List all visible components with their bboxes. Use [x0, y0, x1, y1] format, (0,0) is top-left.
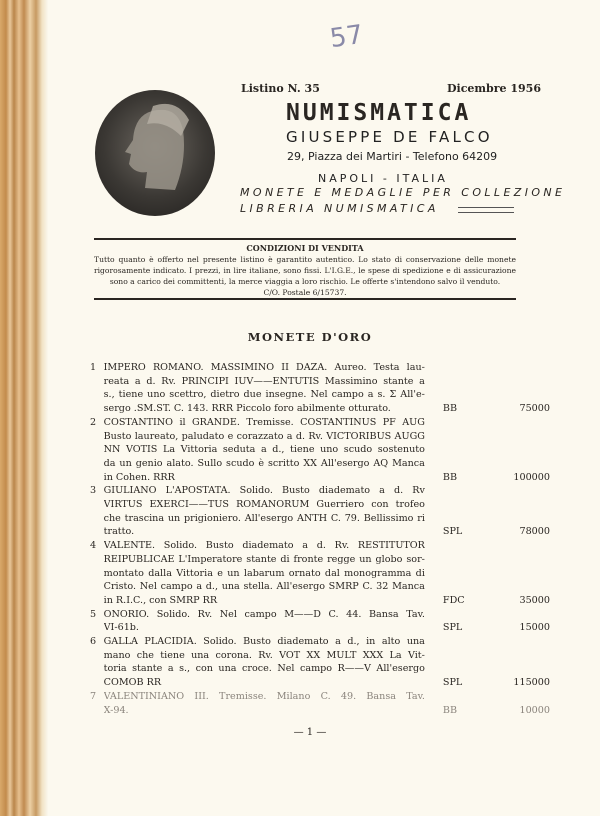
entry-text: VALENTINIANO III. Tremisse. Milano C. 49. Bansa Tav. [103, 690, 425, 702]
entry-line [90, 498, 550, 512]
entry-text: s., tiene uno scettro, dietro due insegne. Nel campo a s. Σ All'e- [103, 389, 425, 401]
entry-number: 7 [90, 690, 97, 702]
entry-number [90, 443, 104, 457]
entry-line [90, 484, 550, 498]
entry-line [90, 594, 550, 608]
list-item [90, 361, 550, 416]
entry-grade [425, 608, 501, 622]
entry-grade [425, 553, 501, 567]
tagline-2: LIBRERIA NUMISMATICA [240, 202, 439, 215]
entry-line [90, 457, 550, 471]
entry-price [501, 553, 550, 567]
entry-line [90, 443, 550, 457]
entry-grade [425, 649, 501, 663]
entry-grade [425, 416, 501, 430]
entry-price [501, 498, 550, 512]
entry-number [90, 498, 104, 512]
entry-text: ONORIO. Solido. Rv. Nel campo M——D C. 44. Bansa Tav. [103, 608, 425, 620]
entry-line [90, 388, 550, 402]
entry-price [501, 512, 550, 526]
entry-grade: SPL [442, 526, 463, 538]
entry-text: GALLA PLACIDIA. Solido. Busto diademato a d., in alto una [103, 636, 425, 648]
entry-grade [425, 430, 501, 444]
entry-number [90, 594, 104, 608]
entry-price [501, 457, 550, 471]
entry-grade [425, 512, 501, 526]
entry-line [90, 649, 550, 663]
entry-grade: FDC [442, 594, 465, 606]
entry-grade [425, 635, 501, 649]
list-item [90, 484, 550, 539]
entry-text: montato dalla Vittoria e un labarum ornato dal monogramma di [103, 567, 425, 579]
entry-line [90, 608, 550, 622]
entry-text: che trascina un prigioniero. All'esergo ANTH C. 79. Bellissimo ri [103, 512, 425, 524]
entry-text: VALENTE. Solido. Busto diademato a d. Rv. RESTITUTOR [103, 540, 425, 552]
entry-price: 100000 [513, 471, 550, 483]
entry-grade [425, 690, 501, 704]
entry-line [90, 430, 550, 444]
entry-line [90, 676, 550, 690]
entry-text: COMOB RR [103, 677, 162, 689]
page-number: — 1 — [293, 727, 327, 738]
entry-price [501, 567, 550, 581]
divider [94, 298, 516, 300]
entry-grade [425, 498, 501, 512]
entry-line [90, 580, 550, 594]
entry-number: 1 [90, 362, 97, 373]
list-item [90, 539, 550, 608]
entry-grade: BB [442, 471, 458, 483]
list-item [90, 635, 550, 690]
entry-text: VIRTUS EXERCI——TUS ROMANORUM Guerriero con trofeo [103, 499, 425, 511]
entry-price [501, 662, 550, 676]
entry-text: Busto laureato, paludato e corazzato a d. Rv. VICTORIBUS AUGG [103, 430, 425, 442]
tagline-1: MONETE E MEDAGLIE PER COLLEZIONE [240, 186, 566, 199]
entry-text: da un genio alato. Sullo scudo è scritto XX All'esergo AQ Manca [103, 457, 425, 469]
list-item [90, 608, 550, 635]
entry-number [90, 704, 104, 718]
list-item [90, 416, 550, 485]
entry-grade [425, 484, 501, 498]
entry-line [90, 512, 550, 526]
address: 29, Piazza dei Martiri - Telefono 64209 [287, 150, 498, 163]
entry-number [90, 553, 104, 567]
entry-number [90, 430, 104, 444]
city: NAPOLI - ITALIA [318, 172, 448, 185]
entry-grade: BB [442, 704, 458, 716]
entry-text: reata a d. Rv. PRINCIPI IUV——ENTUTIS Massimino stante a [103, 375, 425, 387]
entry-price [501, 608, 550, 622]
entry-line [90, 690, 550, 704]
entry-number [90, 621, 104, 635]
entry-line [90, 662, 550, 676]
entry-number [90, 580, 104, 594]
dealer-name: GIUSEPPE DE FALCO [286, 128, 493, 146]
entry-grade: BB [442, 403, 458, 415]
section-title: MONETE D'ORO [247, 330, 373, 344]
entry-number [90, 457, 104, 471]
entry-line [90, 567, 550, 581]
entry-price [501, 375, 550, 389]
entry-line [90, 539, 550, 553]
entry-price [501, 430, 550, 444]
entry-price [501, 388, 550, 402]
entry-text: VI-61b. [103, 622, 139, 634]
list-item [90, 690, 550, 717]
entry-price [501, 416, 550, 430]
entry-grade [425, 457, 501, 471]
entry-grade [425, 443, 501, 457]
entry-text: X-94. [103, 704, 129, 716]
entry-number [90, 402, 104, 416]
entry-text: REIPUBLICAE L'Imperatore stante di fronte regge un globo sor- [103, 553, 425, 565]
conditions-block [94, 243, 516, 298]
entry-grade [425, 539, 501, 553]
entry-number [90, 676, 104, 690]
entry-number [90, 662, 104, 676]
entry-line [90, 402, 550, 416]
postal-account: C/O. Postale 6/15737. [263, 288, 347, 297]
entry-number [90, 649, 104, 663]
entry-grade [425, 662, 501, 676]
entry-line [90, 525, 550, 539]
entry-price [501, 361, 550, 375]
entry-price [501, 635, 550, 649]
entry-line [90, 471, 550, 485]
entry-price: 35000 [519, 594, 550, 606]
entry-grade [425, 375, 501, 389]
entry-number: 3 [90, 485, 97, 497]
entry-grade [425, 580, 501, 594]
entry-price: 10000 [519, 704, 550, 716]
helmeted-head-icon [95, 90, 215, 216]
stacked-page-edges [0, 0, 48, 816]
entry-text: toria stante a s., con una croce. Nel campo R——V All'esergo [103, 663, 425, 675]
entry-number: 5 [90, 608, 97, 620]
entry-price [501, 690, 550, 704]
conditions-text: Tutto quanto è offerto nel presente listino è garantito autentico. Lo stato di conservazione delle monete rigorosamente indicato. I prezzi, in lire italiane, sono fissi. L'I.G.E., le spese di spedizione e di assicurazione sono a carico dei committenti, la merce viaggia a loro rischio. Le offerte s'intendono salvo il venduto. [94, 255, 516, 286]
entry-price: 75000 [519, 403, 550, 415]
entry-price: 78000 [519, 526, 550, 538]
entry-grade: SPL [442, 622, 463, 634]
entry-text: mano che tiene una corona. Rv. VOT XX MULT XXX La Vit- [103, 649, 425, 661]
entry-text: IMPERO ROMANO. MASSIMINO II DAZA. Aureo. Testa lau- [103, 362, 425, 373]
entry-line [90, 704, 550, 718]
entry-number [90, 388, 104, 402]
entry-number: 4 [90, 540, 97, 552]
handwritten-note: 57 [328, 19, 366, 55]
entry-number: 2 [90, 416, 97, 428]
entry-text: tratto. [103, 526, 135, 538]
entry-number [90, 512, 104, 526]
entry-line [90, 361, 550, 375]
entry-line [90, 621, 550, 635]
entry-line [90, 416, 550, 430]
coin-list [90, 361, 550, 717]
entry-line [90, 375, 550, 389]
page-title: NUMISMATICA [286, 100, 472, 126]
entry-price [501, 443, 550, 457]
entry-grade [425, 361, 501, 375]
coin-image [95, 90, 215, 216]
entry-line [90, 635, 550, 649]
conditions-title: CONDIZIONI DI VENDITA [246, 243, 364, 253]
entry-number: 6 [90, 636, 97, 648]
entry-text: COSTANTINO il GRANDE. Tremisse. COSTANTINUS PF AUG [103, 416, 425, 428]
entry-text: in R.I.C., con SMRP RR [103, 594, 218, 606]
divider [94, 238, 516, 240]
entry-grade [425, 567, 501, 581]
listino-number: Listino N. 35 [241, 82, 320, 95]
entry-price: 15000 [519, 622, 550, 634]
entry-text: GIULIANO L'APOSTATA. Solido. Busto diademato a d. Rv [103, 485, 425, 497]
entry-price [501, 649, 550, 663]
entry-grade: SPL [442, 677, 463, 689]
entry-text: sergo .SM.ST. C. 143. RRR Piccolo foro abilmente otturato. [103, 403, 391, 415]
entry-number [90, 525, 104, 539]
entry-text: NN VOTIS La Vittoria seduta a d., tiene uno scudo sostenuto [103, 444, 425, 456]
entry-price [501, 539, 550, 553]
entry-number [90, 471, 104, 485]
entry-text: in Cohen. RRR [103, 471, 175, 483]
entry-grade [425, 388, 501, 402]
date: Dicembre 1956 [447, 82, 541, 95]
entry-text: Cristo. Nel campo a d., una stella. All'esergo SMRP C. 32 Manca [103, 581, 425, 593]
entry-price [501, 580, 550, 594]
entry-line [90, 553, 550, 567]
decorative-rule [458, 207, 514, 213]
entry-price: 115000 [513, 677, 550, 689]
entry-number [90, 567, 104, 581]
entry-number [90, 375, 104, 389]
entry-price [501, 484, 550, 498]
